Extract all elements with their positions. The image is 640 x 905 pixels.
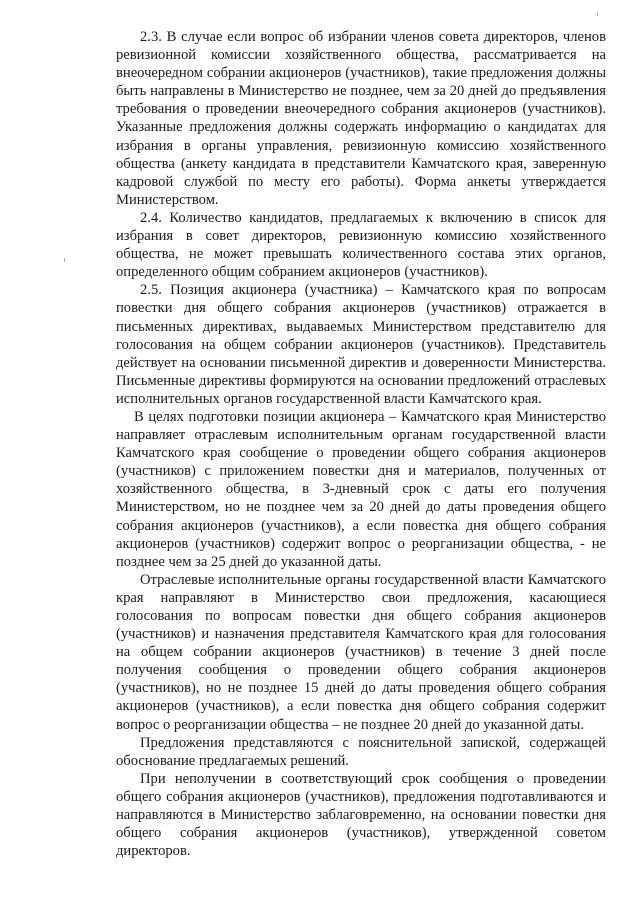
paragraph-preparation: В целях подготовки позиции акционера – Камчатского края Министерство направляет отраслевым исполнительным органам государственной власти Камчатского края сообщение о проведении общего собрания акционеров (участников) с приложением повестки дня и материалов, полученных от хозяйственного обществa, в 3-дневный срок с даты его получения Министерством, но не позднее чем за 20 дней до даты проведения общего собрания акционеров (участников), а если повестка дня общего собрания акционеров (участников) содержит вопрос о реорганизации общества, - не позднее чем за 25 дней до указанной даты. xyxy=(116,408,606,570)
paragraph-explanatory-note: Предложения представляются с пояснительной запиской, содержащей обоснование предлагаемых решений. xyxy=(116,734,606,769)
paragraph-proposals: Отраслевые исполнительные органы государственной власти Камчатского края направляют в Министерство свои предложения, касающиеся голосования по вопросам повестки дня общего собрания акционеров (участников) и назначения представителя Камчатского края для голосования на общем собрании акционеров (участников) в течение 3 дней после получения сообщения о проведении общего собрания акционеров (участников), но не позднее 15 дней до даты проведения общего собрания акционеров (участников), а если повестка дня общего собрания содержит вопрос о реорганизации общества – не позднее 20 дней до указанной даты. xyxy=(116,571,606,733)
paragraph-no-notice: При неполучении в соответствующий срок сообщения о проведении общего собрания акционеров (участников), предложения подготавливаются и направляются в Министерство заблаговременно, на основании повестки дня общего собрания акционеров (участников), утвержденной советом директоров. xyxy=(116,770,606,860)
paragraph-2-4: 2.4. Количество кандидатов, предлагаемых к включению в список для избрания в совет директоров, ревизионную комиссию хозяйственного общества, не может превышать количественного состава этих органов, определенного общим собранием акционеров (участников). xyxy=(116,209,606,281)
document-body xyxy=(116,28,606,860)
paragraph-2-5: 2.5. Позиция акционера (участника) – Камчатского края по вопросам повестки дня общего собрания акционеров (участников) отражается в письменных директивах, выдаваемых Министерством представителю для голосования на общем собрании акционеров (участников). Представитель действует на основании письменной директив и доверенности Министерства. Письменные директивы формируются на основании предложений отраслевых исполнительных органов государственной власти Камчатского края. xyxy=(116,282,606,407)
scan-speck xyxy=(597,12,598,16)
paragraph-2-3: 2.3. В случае если вопрос об избрании членов совета директоров, членов ревизионной комиссии хозяйственного общества, рассматривается на внеочередном собрании акционеров (участников), такие предложения должны быть направлены в Министерство не позднее, чем за 20 дней до предъявления требования о проведении внеочередного собрания акционеров (участников). Указанные предложения должны содержать информацию о кандидатах для избрания в органы управления, ревизионную комиссию хозяйственного общества (анкету кандидата в представители Камчатского края, заверенную кадровой службой по месту его работы). Форма анкеты утверждается Министерством. xyxy=(116,29,606,208)
scan-speck xyxy=(64,258,65,262)
